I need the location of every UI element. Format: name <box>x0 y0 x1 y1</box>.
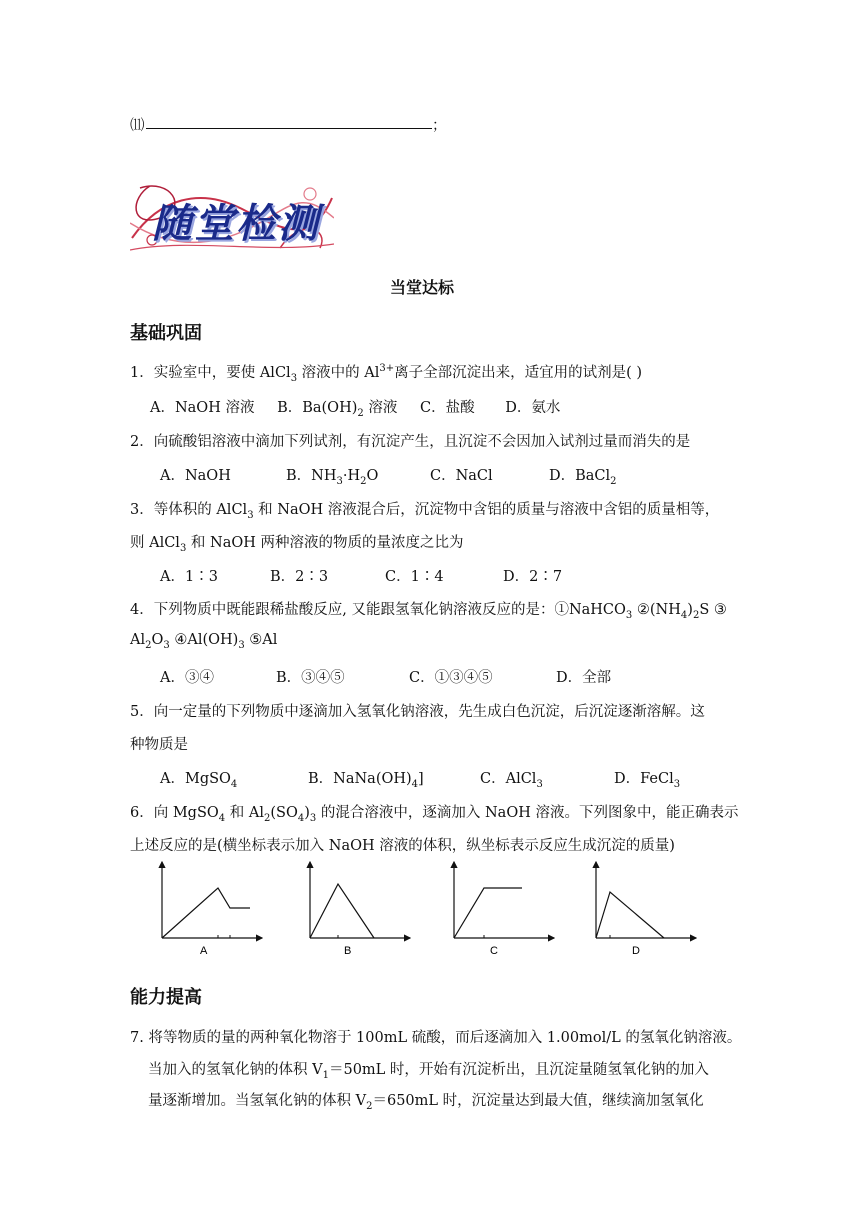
q2-option-b: B．$NH_3\cdot H_2O$ <box>286 468 379 487</box>
q6-stem-line2: 上述反应的是(横坐标表示加入 NaOH 溶液的体积，纵坐标表示反应生成沉淀的质量) <box>130 838 675 854</box>
answer-blank-line <box>146 128 432 129</box>
q7-line1: 7. 将等物质的量的两种氧化物溶于 100mL 硫酸，而后逐滴加入 1.00mol/L 的氢氧化钠溶液。 <box>130 1030 742 1046</box>
q1-option-b: B．$Ba(OH)_2$ 溶液 <box>277 400 398 419</box>
banner-title: 随堂检测 <box>152 200 320 247</box>
q6-graphs <box>150 858 710 958</box>
q3-stem-line1: 3．等体积的 AlCl$_3$ 和 NaOH 溶液混合后，沉淀物中含铝的质量与溶液中含铝的质量相等， <box>130 502 720 521</box>
graph-d <box>596 862 696 957</box>
q1-option-a: A．NaOH 溶液 <box>150 400 255 416</box>
q5-stem-line2: 种物质是 <box>130 737 188 753</box>
q3-option-d: D．2∶7 <box>503 569 563 585</box>
q4-option-b: B．③④⑤ <box>276 670 345 686</box>
q6-stem-line1: 6．向 MgSO$_4$ 和 $Al_2(SO_4)_3$ 的混合溶液中，逐滴加入 NaOH 溶液。下列图象中，能正确表示 <box>130 805 739 824</box>
q1-option-c: C．盐酸 <box>419 400 475 416</box>
blank-semicolon: ； <box>432 118 447 134</box>
graph-b <box>310 862 410 957</box>
section-title: 当堂达标 <box>390 278 455 297</box>
graph-a-label: A <box>200 945 208 957</box>
q3-option-c: C．1∶4 <box>385 569 444 585</box>
heading-advanced: 能力提高 <box>130 987 202 1008</box>
q3-option-b: B．2∶3 <box>270 569 329 585</box>
q7-line2: 当加入的氢氧化钠的体积 $V_1=50mL$ 时，开始有沉淀析出，且沉淀量随氢氧化钠的加入 <box>148 1062 709 1081</box>
q1-options <box>150 396 560 419</box>
q7-line3: 量逐渐增加。当氢氧化钠的体积 $V_2=650mL$ 时，沉淀量达到最大值，继续滴加氢氧化 <box>148 1093 704 1112</box>
heading-basic: 基础巩固 <box>130 323 202 344</box>
q1-stem: 1．实验室中，要使 AlCl$_3$ 溶液中的 $Al^{3+}$离子全部沉淀出来，适宜用的试剂是( ) <box>130 363 643 384</box>
q3-option-a: A．1∶3 <box>160 569 218 585</box>
q2-option-c: C．NaCl <box>430 468 493 484</box>
q2-option-a: A．NaOH <box>160 468 231 484</box>
graph-c-label: C <box>490 945 498 957</box>
q2-stem: 2．向硫酸铝溶液中滴加下列试剂，有沉淀产生，且沉淀不会因加入试剂过量而消失的是 <box>130 434 691 450</box>
blank-item-number: ⑾ <box>130 118 145 134</box>
q4-option-c: C．①③④⑤ <box>409 670 493 686</box>
q4-stem-line1: 4．下列物质中既能跟稀盐酸反应, 又能跟氢氧化钠溶液反应的是：①NaHCO$_3$ $②(NH_4)_2S$ ③ <box>130 602 727 621</box>
q4-option-d: D．全部 <box>556 670 612 686</box>
q1-option-d: D．氨水 <box>505 400 561 416</box>
q3-stem-line2: 则 AlCl$_3$ 和 NaOH 两种溶液的物质的量浓度之比为 <box>130 535 464 554</box>
section-banner <box>130 178 334 254</box>
q4-stem-line2: $Al_2O_3$ $④Al(OH)_3$ ⑤Al <box>130 632 278 651</box>
q5-stem-line1: 5．向一定量的下列物质中逐滴加入氢氧化钠溶液，先生成白色沉淀，后沉淀逐渐溶解。这 <box>130 704 705 720</box>
q5-option-c: C．AlCl$_3$ <box>480 771 543 790</box>
graph-a <box>162 862 262 957</box>
graph-d-label: D <box>632 945 640 957</box>
q2-option-d: D．BaCl$_2$ <box>549 468 617 487</box>
graph-b-label: B <box>344 945 352 957</box>
q5-option-d: D．FeCl$_3$ <box>614 771 681 790</box>
graph-c <box>454 862 554 957</box>
q4-option-a: A．③④ <box>160 670 214 686</box>
q5-option-b: B．$NaNa(OH)_4$] <box>308 771 424 790</box>
q5-option-a: A．MgSO$_4$ <box>160 771 238 790</box>
